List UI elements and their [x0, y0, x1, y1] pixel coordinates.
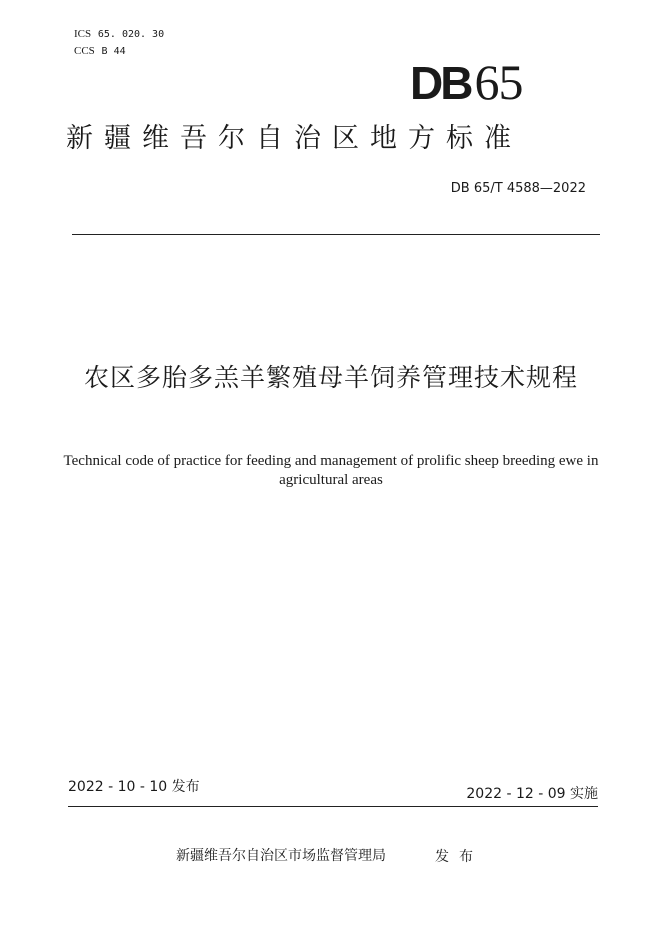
issuer-name: 新疆维吾尔自治区市场监督管理局 [176, 848, 386, 864]
standard-type-heading: 新疆维吾尔自治区地方标准 [66, 123, 522, 154]
ics-label: ICS [74, 28, 92, 40]
top-divider [72, 234, 600, 235]
title-english: Technical code of practice for feeding and management of prolific sheep breeding ewe in agricultural areas [63, 453, 599, 488]
ccs-value: B 44 [101, 46, 126, 57]
ccs-code [74, 45, 126, 58]
ics-value: 65. 020. 30 [97, 29, 165, 40]
ccs-label: CCS [74, 45, 95, 57]
bottom-divider [68, 806, 598, 807]
logo-number-text: 65 [474, 54, 523, 110]
title-chinese: 农区多胎多羔羊繁殖母羊饲养管理技术规程 [83, 363, 578, 392]
db65-logo [410, 56, 522, 109]
ics-code [74, 28, 164, 41]
logo-db-text: DB [410, 57, 471, 109]
publish-date: 2022 - 10 - 10 发布 [68, 779, 200, 795]
standard-code: DB 65/T 4588—2022 [450, 181, 586, 196]
issue-action: 发布 [435, 849, 483, 865]
implement-date: 2022 - 12 - 09 实施 [466, 786, 598, 802]
